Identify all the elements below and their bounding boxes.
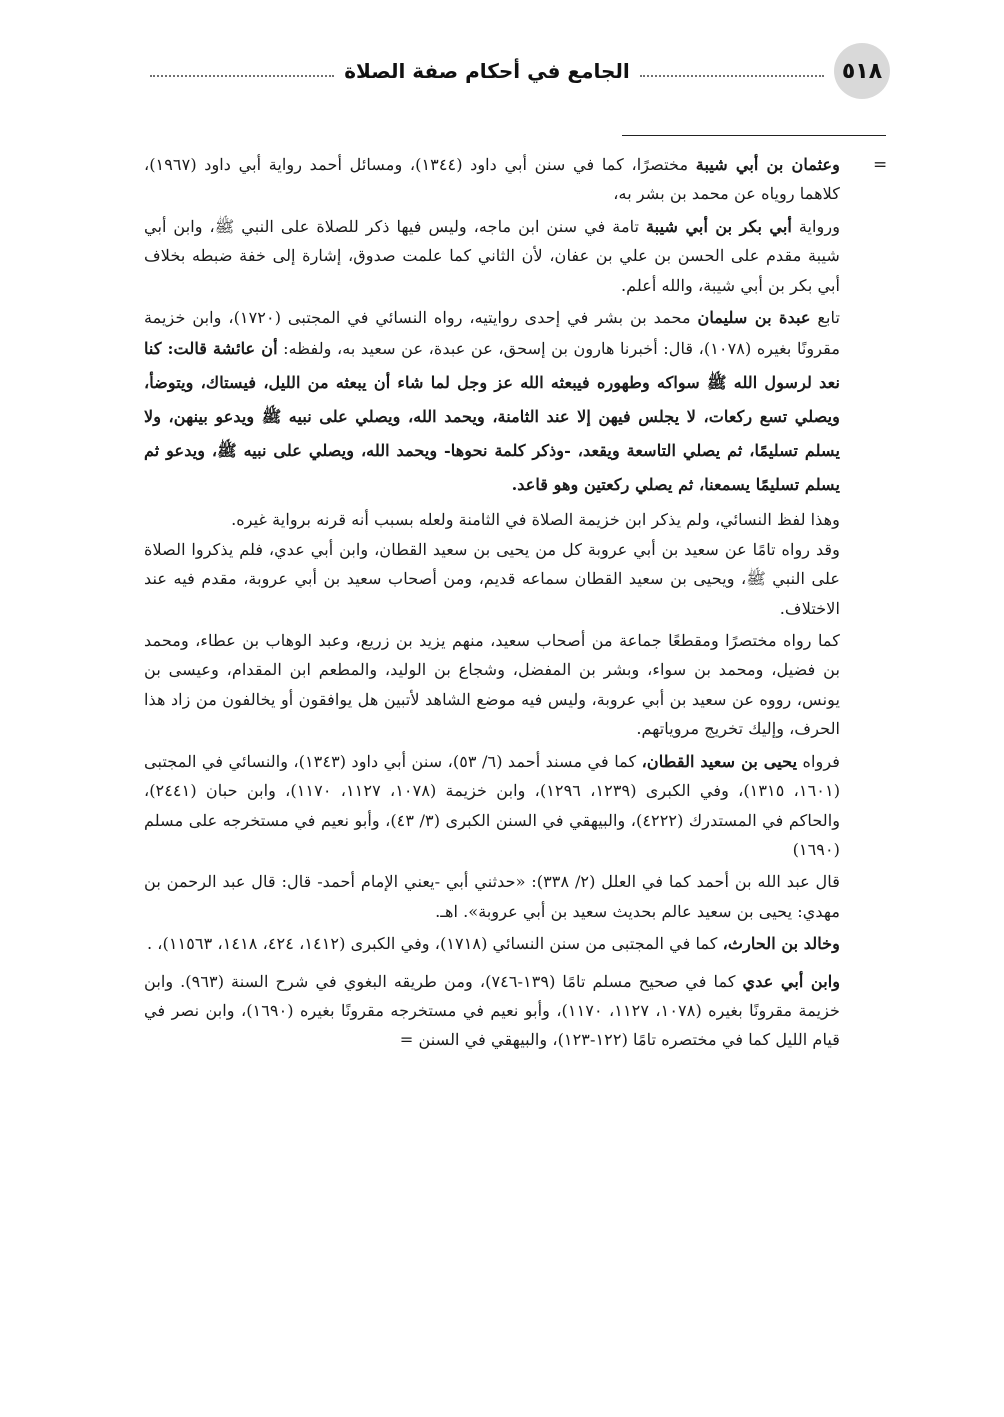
- hadith-text: أن عائشة قالت: كنا نعد لرسول الله ﷺ سواكه وطهوره فيبعثه الله عز وجل لما شاء أن يبعثه من الليل، فيستاك، ويتوضأ، ويصلي تسع ركعات، لا يجلس فيهن إلا عند الثامنة، ويحمد الله، ويصلي على نبيه ﷺ ويدعو بينهن، ولا يسلم تسليمًا، ثم يصلي التاسعة ويقعد، -وذكر كلمة نحوها- ويحمد الله، ويصلي على نبيه ﷺ، ويدعو ثم يسلم تسليمًا يسمعنا، ثم يصلي ركعتين وهو قاعد.: [144, 339, 840, 495]
- paragraph-text: تابع: [810, 308, 840, 328]
- paragraph-text: فرواه: [797, 751, 840, 771]
- paragraph: [144, 212, 840, 300]
- paragraph-text: مختصرًا، كما في سنن أبي داود (١٣٤٤)، ومسائل أحمد رواية أبي داود (١٩٦٧)، كلاهما روياه عن محمد بن بشر به،: [144, 155, 840, 204]
- header-dots-right: [640, 75, 824, 77]
- book-title: الجامع في أحكام صفة الصلاة: [344, 59, 630, 83]
- narrator-name: وابن أبي عدي: [742, 971, 841, 991]
- paragraph: [144, 535, 840, 623]
- footnote-body: [144, 150, 840, 1055]
- paragraph: [144, 867, 840, 926]
- narrator-name: وعثمان بن أبي شيبة: [695, 155, 840, 174]
- paragraph-text: محمد بن بشر في إحدى روايتيه، رواه النسائي في المجتبى (١٧٢٠)، وابن خزيمة مقرونًا بغيره (١٠٧٨)، قال: أخبرنا هارون بن إسحق، عن عبدة، عن سعيد به، ولفظه:: [144, 308, 840, 359]
- paragraph: [144, 967, 840, 1055]
- footnote-separator: [622, 135, 886, 136]
- paragraph: [144, 747, 840, 865]
- paragraph-text: وقد رواه تامًا عن سعيد بن أبي عروبة كل من يحيى بن سعيد القطان، وابن أبي عدي، فلم يذكروا الصلاة على النبي ﷺ، ويحيى بن سعيد القطان سماعه قديم، ومن أصحاب سعيد بن أبي عروبة، مقدم فيه عند الاختلاف.: [144, 539, 840, 618]
- paragraph: [144, 626, 840, 744]
- paragraph: [144, 505, 840, 534]
- paragraph-text: كما في صحيح مسلم تامًا (١٣٩-٧٤٦)، ومن طريقه البغوي في شرح السنة (٩٦٣). وابن خزيمة مقرونًا بغيره (١٠٧٨، ١١٢٧، ١١٧٠)، وأبو نعيم في مستخرجه مقرونًا بغيره (١٦٩٠)، وابن نصر في قيام الليل كما في مختصره تامًا (١٢٢-١٢٣)، والبيهقي في السنن =: [144, 971, 841, 1050]
- paragraph-text: كما رواه مختصرًا ومقطعًا جماعة من أصحاب سعيد، منهم يزيد بن زريع، وعبد الوهاب بن عطاء، ومحمد بن فضيل، ومحمد بن سواء، وبشر بن المفضل، وشجاع بن الوليد، والمطعم ابن المقدام، وعيسى بن يونس، رووه عن سعيد بن أبي عروبة، وليس فيه موضع الشاهد لأتبين هل يوافقون أو يخالفون من زاد هذا الحرف، وإليك تخريج مروياتهم.: [144, 631, 840, 739]
- paragraph: [144, 929, 840, 958]
- paragraph-text: تامة في سنن ابن ماجه، وليس فيها ذكر للصلاة على النبي ﷺ، وابن أبي شيبة مقدم على الحسن بن علي بن عفان، لأن الثاني كما علمت صدوق، إشارة إلى خفة ضبطه بخلاف أبي بكر بن أبي شيبة، والله أعلم.: [144, 216, 840, 295]
- narrator-name: عبدة بن سليمان: [697, 308, 811, 328]
- narrator-name: أبي بكر بن أبي شيبة: [646, 216, 792, 236]
- continuation-mark: =: [873, 155, 888, 175]
- paragraph-text: وهذا لفظ النسائي، ولم يذكر ابن خزيمة الصلاة في الثامنة ولعله بسبب أنه قرنه برواية غيره.: [231, 510, 840, 530]
- paragraph-text: كما في مسند أحمد (٦/ ٥٣)، سنن أبي داود (١٣٤٣)، والنسائي في المجتبى (١٦٠١، ١٣١٥)، وفي الكبرى (١٢٣٩، ١٢٩٦)، وابن خزيمة (١٠٧٨، ١١٢٧، ١١٧٠)، وابن حبان (٢٤٤١)، والحاكم في المستدرك (٤٢٢٢)، والبيهقي في السنن الكبرى (٣/ ٤٣)، وأبو نعيم في مستخرجه على مسلم (١٦٩٠): [144, 751, 841, 859]
- paragraph-text: قال عبد الله بن أحمد كما في العلل (٢/ ٣٣٨): «حدثني أبي -يعني الإمام أحمد- قال: قال عبد الرحمن بن مهدي: يحيى بن سعيد عالم بحديث سعيد بن أبي عروبة». اهـ.: [144, 872, 840, 921]
- paragraph-text: كما في المجتبى من سنن النسائي (١٧١٨)، وفي الكبرى (١٤١٢، ٤٢٤، ١٤١٨، ١١٥٦٣)، .: [147, 934, 723, 954]
- page-number: ٥١٨: [834, 43, 890, 99]
- narrator-name: يحيى بن سعيد القطان،: [641, 751, 798, 771]
- paragraph: [144, 303, 840, 502]
- narrator-name: وخالد بن الحارث،: [722, 934, 840, 954]
- paragraph: [144, 150, 840, 209]
- paragraph-text: ورواية: [791, 216, 841, 236]
- page-header: [140, 42, 890, 100]
- header-dots-left: [150, 75, 334, 77]
